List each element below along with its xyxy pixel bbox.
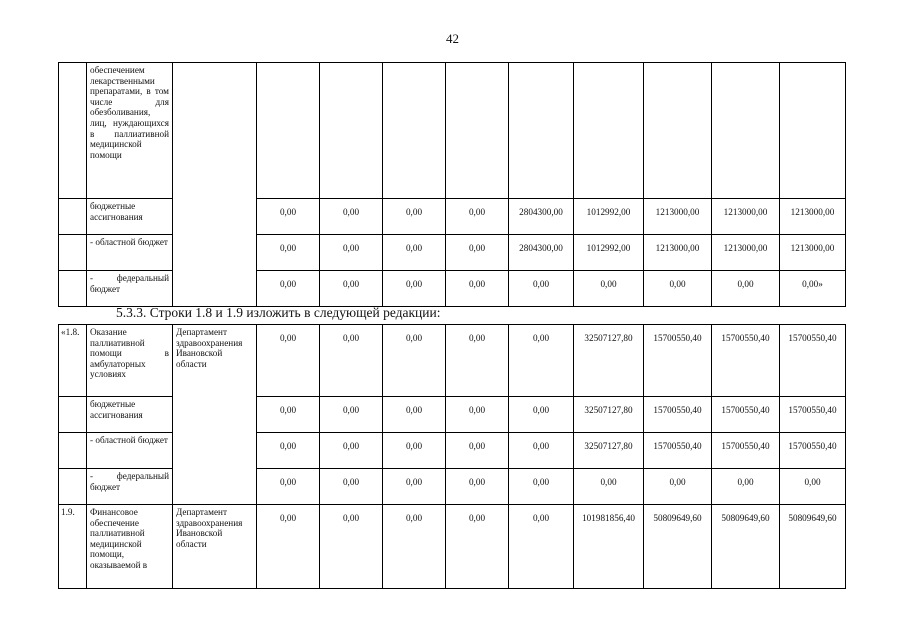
- activity-name-cell: Финансовое обеспечение паллиативной медицинской помощи, оказываемой в: [87, 505, 173, 589]
- value-cell: 0,00: [509, 469, 574, 505]
- value-cell: 0,00: [574, 271, 644, 307]
- executor-cell: Департамент здравоохранения Ивановской области: [173, 505, 257, 589]
- value-cell: 0,00: [780, 469, 846, 505]
- value-cell: 0,00: [320, 505, 383, 589]
- value-cell: 0,00: [383, 505, 446, 589]
- index-cell: «1.8.: [59, 325, 87, 397]
- value-cell: 0,00: [257, 397, 320, 433]
- value-cell: 0,00: [257, 325, 320, 397]
- value-cell: 0,00: [383, 433, 446, 469]
- value-cell: 0,00: [257, 199, 320, 235]
- value-cell: 15700550,40: [644, 325, 712, 397]
- index-cell: [59, 63, 87, 199]
- row-label: - областной бюджет: [87, 433, 173, 469]
- index-cell: 1.9.: [59, 505, 87, 589]
- value-cell: 0,00: [383, 199, 446, 235]
- value-cell: 0,00: [509, 397, 574, 433]
- executor-cell: [173, 63, 257, 307]
- activity-name-cell: обеспечением лекарственными препаратами, в том числе для обезболивания, лиц, нуждающихся в паллиативной медицинской помощи: [87, 63, 173, 199]
- value-cell: 0,00: [383, 235, 446, 271]
- value-cell: 1213000,00: [644, 199, 712, 235]
- value-cell: 32507127,80: [574, 433, 644, 469]
- value-cell: 0,00: [712, 271, 780, 307]
- row-label: - федеральный бюджет: [87, 271, 173, 307]
- value-cell: 1213000,00: [644, 235, 712, 271]
- value-cell: 15700550,40: [712, 433, 780, 469]
- value-cell: 0,00: [712, 469, 780, 505]
- value-cell: 0,00: [383, 271, 446, 307]
- value-cell: 0,00: [257, 271, 320, 307]
- value-cell: 0,00: [509, 271, 574, 307]
- row-label: бюджетные ассигнования: [87, 397, 173, 433]
- value-cell: 0,00: [320, 325, 383, 397]
- value-cell: 50809649,60: [780, 505, 846, 589]
- value-cell: 0,00: [320, 199, 383, 235]
- value-cell: 2804300,00: [509, 199, 574, 235]
- value-cell: 0,00: [257, 235, 320, 271]
- value-cell: 0,00: [446, 325, 509, 397]
- value-cell: 50809649,60: [644, 505, 712, 589]
- row-label: бюджетные ассигнования: [87, 199, 173, 235]
- value-cell: 0,00: [509, 505, 574, 589]
- value-cell: 0,00: [320, 433, 383, 469]
- row-label: - федеральный бюджет: [87, 469, 173, 505]
- value-cell: 1213000,00: [712, 199, 780, 235]
- value-cell: 1012992,00: [574, 235, 644, 271]
- page-number: 42: [446, 31, 459, 46]
- activity-name-cell: Оказание паллиативной помощи в амбулаторных условиях: [87, 325, 173, 397]
- value-cell: 0,00: [644, 271, 712, 307]
- value-cell: 101981856,40: [574, 505, 644, 589]
- value-cell: 0,00: [257, 505, 320, 589]
- value-cell: 15700550,40: [780, 325, 846, 397]
- row-label: - областной бюджет: [87, 235, 173, 271]
- value-cell: 0,00: [446, 433, 509, 469]
- value-cell: 0,00: [383, 469, 446, 505]
- value-cell: 0,00: [446, 235, 509, 271]
- value-cell: 15700550,40: [780, 397, 846, 433]
- value-cell: 15700550,40: [644, 433, 712, 469]
- table-row: [59, 505, 846, 589]
- budget-table-new-edition: [58, 324, 846, 589]
- value-cell: 1213000,00: [780, 235, 846, 271]
- value-cell: 15700550,40: [712, 397, 780, 433]
- value-cell: 50809649,60: [712, 505, 780, 589]
- value-cell: 15700550,40: [644, 397, 712, 433]
- value-cell: 0,00: [383, 397, 446, 433]
- value-cell: 0,00»: [780, 271, 846, 307]
- budget-table-continuation: [58, 62, 846, 307]
- value-cell: 0,00: [446, 199, 509, 235]
- value-cell: 2804300,00: [509, 235, 574, 271]
- value-cell: 0,00: [320, 235, 383, 271]
- value-cell: 0,00: [446, 271, 509, 307]
- value-cell: 0,00: [509, 325, 574, 397]
- table-row: [59, 325, 846, 397]
- value-cell: 32507127,80: [574, 325, 644, 397]
- value-cell: 1213000,00: [712, 235, 780, 271]
- table-row: [59, 63, 846, 199]
- value-cell: 1012992,00: [574, 199, 644, 235]
- value-cell: 0,00: [383, 325, 446, 397]
- value-cell: 0,00: [320, 397, 383, 433]
- value-cell: 0,00: [574, 469, 644, 505]
- value-cell: 0,00: [446, 397, 509, 433]
- value-cell: 0,00: [446, 469, 509, 505]
- value-cell: 0,00: [320, 271, 383, 307]
- value-cell: 1213000,00: [780, 199, 846, 235]
- value-cell: 15700550,40: [712, 325, 780, 397]
- executor-cell: Департамент здравоохранения Ивановской области: [173, 325, 257, 505]
- value-cell: 0,00: [509, 433, 574, 469]
- value-cell: 0,00: [257, 433, 320, 469]
- value-cell: 0,00: [644, 469, 712, 505]
- section-heading: 5.3.3. Строки 1.8 и 1.9 изложить в следующей редакции:: [116, 305, 441, 320]
- value-cell: 0,00: [257, 469, 320, 505]
- value-cell: 15700550,40: [780, 433, 846, 469]
- value-cell: 32507127,80: [574, 397, 644, 433]
- value-cell: 0,00: [446, 505, 509, 589]
- value-cell: 0,00: [320, 469, 383, 505]
